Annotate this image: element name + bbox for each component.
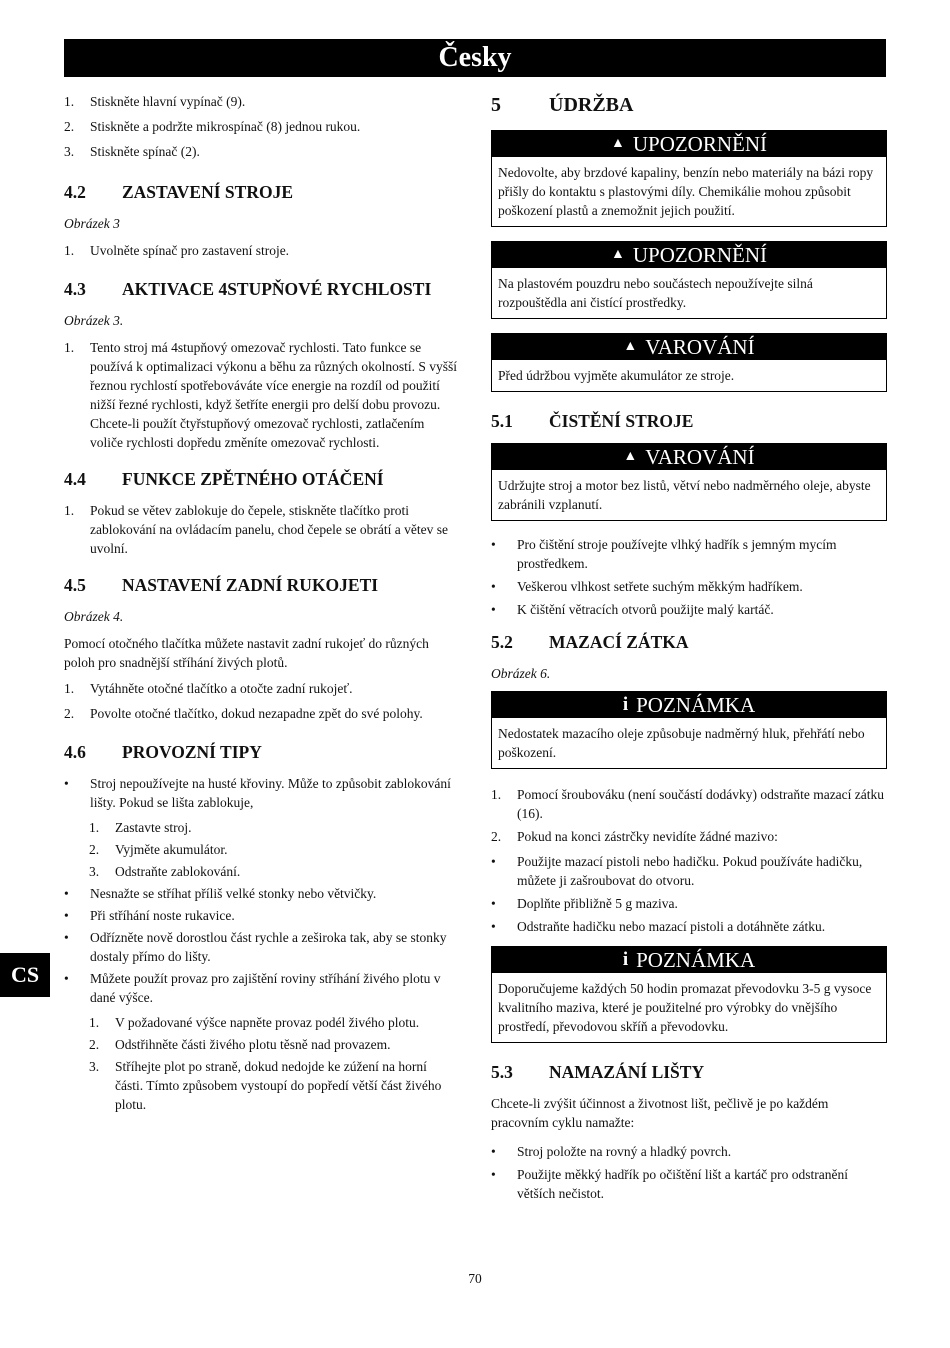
section-heading-4-5: 4.5 NASTAVENÍ ZADNÍ RUKOJETI xyxy=(64,575,379,595)
list-item: 2. Povolte otočné tlačítko, dokud nezapadne zpět do své polohy. xyxy=(64,706,423,721)
caution-box-text: Nedovolte, aby brzdové kapaliny, benzín nebo materiály na bázi ropy přišly do kontaktu s plastovými díly. Chemikálie mohou způsobit poškození plastů a znemožnit jejich použití. xyxy=(498,165,874,218)
section-heading-4-3: 4.3 AKTIVACE 4STUPŇOVÉ RYCHLOSTI xyxy=(64,279,432,299)
left-column xyxy=(64,92,458,1122)
list-item: • K čištění větracích otvorů použijte malý kartáč. xyxy=(491,602,774,617)
list-item: • Stroj nepoužívejte na husté křoviny. Může to způsobit zablokování lišty. Pokud se lišta zablokuje, xyxy=(64,776,451,810)
grease-bullets xyxy=(491,852,887,936)
list-item: • Veškerou vlhkost setřete suchým měkkým hadříkem. xyxy=(491,579,803,594)
tips-substeps-1 xyxy=(89,818,458,881)
section-heading-4-2: 4.2 ZASTAVENÍ STROJE xyxy=(64,182,294,202)
note-box xyxy=(491,691,887,769)
note-box xyxy=(491,946,887,1043)
warning-icon: ▲ xyxy=(623,449,638,464)
figure-caption: Obrázek 4. xyxy=(64,609,124,624)
info-icon: i xyxy=(622,949,629,970)
list-item: • Můžete použít provaz pro zajištění roviny stříhání živého plotu v dané výšce. xyxy=(64,971,441,1005)
list-item: • Doplňte přibližně 5 g maziva. xyxy=(491,896,678,911)
note-box-title: i POZNÁMKA xyxy=(492,947,886,973)
caution-box xyxy=(491,241,887,319)
note-box-text: Nedostatek mazacího oleje způsobuje nadměrný hluk, přehřátí nebo poškození. xyxy=(498,726,865,760)
caution-box xyxy=(491,130,887,227)
list-item: 1. Uvolněte spínač pro zastavení stroje. xyxy=(64,243,290,258)
note-box-text: Doporučujeme každých 50 hodin promazat převodovku 3-5 g vysoce kvalitního maziva, které je použitelné pro výrobky do vnějšího prostředí, převodovou skříň a převodovku. xyxy=(498,981,872,1034)
page-header xyxy=(64,39,886,77)
lubrication-bullets xyxy=(491,1142,887,1203)
warning-box-title: ▲ VAROVÁNÍ xyxy=(492,334,886,360)
steps-4-3 xyxy=(64,338,458,452)
caution-box-title: ▲ UPOZORNĚNÍ xyxy=(492,131,886,157)
steps-4-2 xyxy=(64,241,458,260)
warning-icon: ▲ xyxy=(610,136,625,151)
right-column xyxy=(491,92,887,1211)
paragraph: Chcete-li zvýšit účinnost a životnost lišt, pečlivě je po každém pracovním cyklu namažte: xyxy=(491,1096,829,1130)
section-heading-5-2: 5.2 MAZACÍ ZÁTKA xyxy=(491,632,689,652)
list-item: 1. Tento stroj má 4stupňový omezovač rychlosti. Tato funkce se používá k optimalizaci výkonu a běhu za různých okolností. S vyšší řeznou rychlostí spotřebováváte více energie na rozdíl od použití nižší řezné rychlosti, když šetříte energii pro delší dobu provozu. Chcete-li použít čtyřstupňový omezovač rychlosti, zatlačením voliče rychlosti dopředu změníte omezovač rychlosti. xyxy=(64,340,458,450)
page-title: Česky xyxy=(438,42,512,73)
list-item: 3. Stiskněte spínač (2). xyxy=(64,144,200,159)
list-item: • Pro čištění stroje používejte vlhký hadřík s jemným mycím prostředkem. xyxy=(491,537,837,571)
steps-4-4 xyxy=(64,501,458,558)
section-heading-4-4: 4.4 FUNKCE ZPĚTNÉHO OTÁČENÍ xyxy=(64,469,384,489)
list-item: 1. Vytáhněte otočné tlačítko a otočte zadní rukojeť. xyxy=(64,681,353,696)
list-item: • Stroj položte na rovný a hladký povrch. xyxy=(491,1144,732,1159)
caution-box-title: ▲ UPOZORNĚNÍ xyxy=(492,242,886,268)
cleaning-bullets xyxy=(491,535,887,619)
figure-caption: Obrázek 6. xyxy=(491,666,551,681)
warning-icon: ▲ xyxy=(623,339,638,354)
language-tab: CS xyxy=(0,953,50,997)
list-item: 1. Stiskněte hlavní vypínač (9). xyxy=(64,94,246,109)
list-item: • Nesnažte se stříhat příliš velké stonky nebo větvičky. xyxy=(64,886,377,901)
list-item: 1. Pokud se větev zablokuje do čepele, stiskněte tlačítko proti zablokování na ovládacím panelu, chod čepele se obrátí a větev se uvolní. xyxy=(64,503,448,556)
tips-bullets-2 xyxy=(64,884,458,1007)
list-item: • Odřízněte nově dorostlou část rychle a zeširoka tak, aby se stonky dostaly přímo do lišty. xyxy=(64,930,447,964)
paragraph: Pomocí otočného tlačítka můžete nastavit zadní rukojeť do různých poloh pro snadnější stříhání živých plotů. xyxy=(64,636,429,670)
list-item: 1. Pomocí šroubováku (není součástí dodávky) odstraňte mazací zátku (16). xyxy=(491,787,885,821)
page-number: 70 xyxy=(468,1271,482,1286)
list-item: • Použijte mazací pistoli nebo hadičku. Pokud používáte hadičku, můžete ji zašroubovat do otvoru. xyxy=(491,854,863,888)
list-item: 2. Odstřihněte části živého plotu těsně nad provazem. xyxy=(89,1037,391,1052)
intro-steps xyxy=(64,92,458,161)
warning-icon: ▲ xyxy=(610,247,625,262)
warning-box-title: ▲ VAROVÁNÍ xyxy=(492,444,886,470)
list-item: 3. Odstraňte zablokování. xyxy=(89,864,241,879)
steps-5-2 xyxy=(491,785,887,846)
warning-box-text: Před údržbou vyjměte akumulátor ze stroje. xyxy=(498,368,735,383)
tips-bullets-1 xyxy=(64,774,458,812)
tips-substeps-2 xyxy=(89,1013,458,1114)
list-item: • Odstraňte hadičku nebo mazací pistoli a dotáhněte zátku. xyxy=(491,919,826,934)
section-heading-5-3: 5.3 NAMAZÁNÍ LIŠTY xyxy=(491,1062,705,1082)
list-item: 3. Stříhejte plot po straně, dokud nedojde ke zúžení na horní části. Tímto způsobem vystoupí do popředí větší část živého plotu. xyxy=(89,1059,442,1112)
section-heading-5: 5 ÚDRŽBA xyxy=(491,94,634,116)
section-heading-5-1: 5.1 ČISTĚNÍ STROJE xyxy=(491,411,694,431)
list-item: • Při stříhání noste rukavice. xyxy=(64,908,235,923)
list-item: 1. Zastavte stroj. xyxy=(89,820,192,835)
list-item: 2. Vyjměte akumulátor. xyxy=(89,842,228,857)
note-box-title: i POZNÁMKA xyxy=(492,692,886,718)
list-item: 2. Stiskněte a podržte mikrospínač (8) jednou rukou. xyxy=(64,119,361,134)
list-item: 1. V požadované výšce napněte provaz podél živého plotu. xyxy=(89,1015,420,1030)
warning-box xyxy=(491,333,887,392)
list-item: • Použijte měkký hadřík po očištění lišt a kartáč pro odstranění větších nečistot. xyxy=(491,1167,849,1201)
info-icon: i xyxy=(622,694,629,715)
figure-caption: Obrázek 3. xyxy=(64,313,124,328)
caution-box-text: Na plastovém pouzdru nebo součástech nepoužívejte silná rozpouštědla ani čistící prostředky. xyxy=(498,276,813,310)
steps-4-5 xyxy=(64,679,458,723)
section-heading-4-6: 4.6 PROVOZNÍ TIPY xyxy=(64,742,262,762)
warning-box xyxy=(491,443,887,521)
warning-box-text: Udržujte stroj a motor bez listů, větví nebo nadměrného oleje, abyste zabránili vzplanutí. xyxy=(498,478,871,512)
list-item: 2. Pokud na konci zástrčky nevidíte žádné mazivo: xyxy=(491,829,778,844)
figure-caption: Obrázek 3 xyxy=(64,216,120,231)
